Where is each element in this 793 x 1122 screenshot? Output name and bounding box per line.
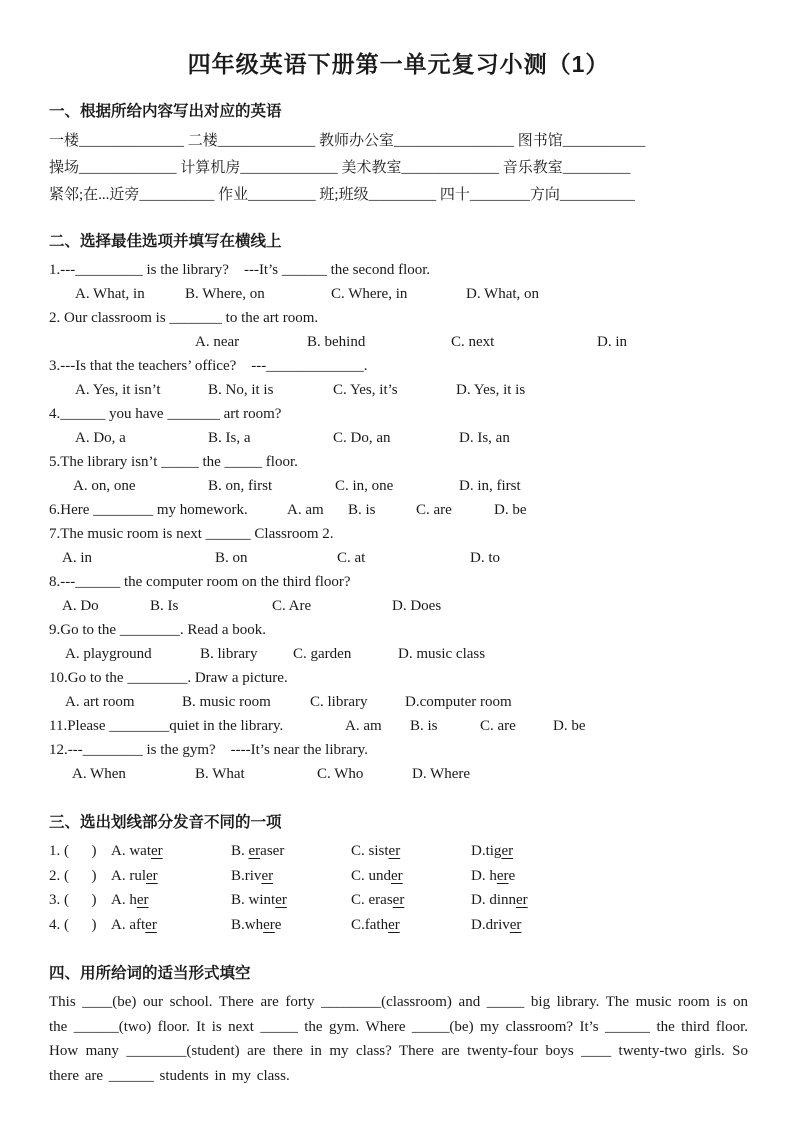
question-9: 9.Go to the ________. Read a book.	[49, 622, 267, 638]
option-c: C. eraser	[351, 892, 405, 908]
vocab-line-2: 操场_____________ 计算机房_____________ 美术教室_____________ 音乐教室_________	[49, 160, 631, 176]
question-10-options	[49, 690, 748, 714]
answer-bracket: 3. ( )	[49, 892, 101, 908]
section-fill-blanks	[49, 961, 748, 1088]
fill-blank-paragraph: This ____(be) our school. There are forty ________(classroom) and _____ big library. The music room is on the ______(two) floor. It is next _____ the gym. Where _____(be) my classroom? It’s ______ the third floor. How many ________(student) are there in my class? There are twenty-four boys ____ twenty-two girls. So there are ______ students in my class.	[49, 994, 748, 1084]
option-c: C. garden	[293, 646, 352, 662]
option-a: A. on, one	[73, 478, 136, 494]
option-b: B. library	[200, 646, 258, 662]
section3-heading: 三、选出划线部分发音不同的一项	[49, 814, 282, 831]
pronunciation-row-3	[49, 888, 748, 913]
option-d: D. Yes, it is	[456, 382, 526, 398]
option-b: B.river	[231, 867, 274, 884]
question-7-options	[49, 546, 748, 570]
option-a: A. am	[287, 502, 324, 518]
option-b: B. music room	[182, 694, 271, 710]
option-b: B. winter	[231, 892, 287, 908]
option-d: D. here	[471, 867, 516, 884]
question-6	[49, 498, 748, 522]
option-a: A. art room	[65, 694, 135, 710]
pronunciation-row-2	[49, 864, 748, 889]
question-11	[49, 714, 748, 738]
question-12-options	[49, 762, 748, 786]
question-2-options	[49, 330, 748, 354]
option-d: D. Does	[392, 598, 442, 614]
option-c: C. Are	[272, 598, 312, 614]
option-c: C. Yes, it’s	[333, 382, 398, 398]
option-a: A. her	[111, 892, 149, 908]
question-4: 4.______ you have _______ art room?	[49, 406, 282, 422]
question-5-options	[49, 474, 748, 498]
option-d: D.tiger	[471, 843, 514, 859]
option-a: A. Do, a	[75, 430, 126, 446]
option-b: B. eraser	[231, 843, 285, 859]
option-a: A. in	[62, 550, 92, 566]
section1-heading: 一、根据所给内容写出对应的英语	[49, 103, 282, 120]
option-a: A. What, in	[75, 286, 145, 302]
question-4-options	[49, 426, 748, 450]
option-a: A. When	[72, 766, 126, 782]
question-12: 12.---________ is the gym? ----It’s near the library.	[49, 742, 368, 758]
vocab-line-3: 紧邻;在...近旁__________ 作业_________ 班;班级_________ 四十________方向__________	[49, 187, 635, 203]
option-d: D.driver	[471, 916, 522, 933]
option-d: D. What, on	[466, 286, 540, 302]
question-1: 1.---_________ is the library? ---It’s ______ the second floor.	[49, 262, 431, 278]
option-c: C. Do, an	[333, 430, 391, 446]
option-d: D. in	[597, 334, 627, 350]
option-b: B. on	[215, 550, 248, 566]
answer-bracket: 1. ( )	[49, 843, 101, 859]
option-a: A. playground	[65, 646, 152, 662]
page-title: 四年级英语下册第一单元复习小测（1）	[187, 51, 610, 77]
answer-bracket: 4. ( )	[49, 916, 101, 933]
question-9-options	[49, 642, 748, 666]
option-c: C.father	[351, 916, 400, 933]
option-b: B. Is	[150, 598, 179, 614]
section-vocabulary	[49, 99, 748, 209]
option-c: C. Where, in	[331, 286, 408, 302]
option-c: C. under	[351, 867, 403, 884]
option-c: C. are	[416, 502, 452, 518]
option-b: B. is	[348, 502, 376, 518]
option-d: D. dinner	[471, 892, 528, 908]
answer-bracket: 2. ( )	[49, 867, 101, 884]
option-a: A. ruler	[111, 867, 158, 884]
section2-heading: 二、选择最佳选项并填写在横线上	[49, 233, 282, 250]
option-b: B.where	[231, 916, 282, 933]
option-a: A. am	[345, 718, 382, 734]
option-b: B. behind	[307, 334, 366, 350]
option-c: C. library	[310, 694, 368, 710]
question-10: 10.Go to the ________. Draw a picture.	[49, 670, 288, 686]
option-d: D. be	[553, 718, 586, 734]
question-text: 6.Here ________ my homework.	[49, 502, 248, 518]
option-d: D. to	[470, 550, 500, 566]
option-d: D. in, first	[459, 478, 521, 494]
option-d: D.computer room	[405, 694, 512, 710]
question-7: 7.The music room is next ______ Classroom 2.	[49, 526, 334, 542]
option-a: A. near	[195, 334, 240, 350]
option-d: D. Is, an	[459, 430, 510, 446]
question-1-options	[49, 282, 748, 306]
option-c: C. are	[480, 718, 516, 734]
question-text: 11.Please ________quiet in the library.	[49, 718, 284, 734]
section4-heading: 四、用所给词的适当形式填空	[49, 965, 251, 982]
question-2: 2. Our classroom is _______ to the art room.	[49, 310, 319, 326]
option-d: D. be	[494, 502, 527, 518]
option-c: C. Who	[317, 766, 364, 782]
pronunciation-row-1	[49, 839, 748, 864]
option-a: A. water	[111, 843, 163, 859]
vocab-line-1: 一楼______________ 二楼_____________ 教师办公室________________ 图书馆___________	[49, 133, 646, 149]
option-c: C. sister	[351, 843, 401, 859]
option-b: B. Where, on	[185, 286, 265, 302]
option-d: D. music class	[398, 646, 486, 662]
option-a: A. Yes, it isn’t	[75, 382, 161, 398]
option-b: B. on, first	[208, 478, 273, 494]
question-3: 3.---Is that the teachers’ office? ---_____________.	[49, 358, 368, 374]
question-3-options	[49, 378, 748, 402]
option-b: B. Is, a	[208, 430, 251, 446]
option-c: C. in, one	[335, 478, 394, 494]
option-c: C. at	[337, 550, 366, 566]
option-b: B. What	[195, 766, 245, 782]
option-b: B. is	[410, 718, 438, 734]
question-8-options	[49, 594, 748, 618]
option-d: D. Where	[412, 766, 471, 782]
question-5: 5.The library isn’t _____ the _____ floor.	[49, 454, 298, 470]
option-c: C. next	[451, 334, 495, 350]
pronunciation-row-4	[49, 913, 748, 938]
section-multiple-choice	[49, 229, 748, 786]
question-8: 8.---______ the computer room on the third floor?	[49, 574, 351, 590]
option-a: A. Do	[62, 598, 99, 614]
section-pronunciation	[49, 810, 748, 937]
option-b: B. No, it is	[208, 382, 274, 398]
option-a: A. after	[111, 916, 157, 933]
